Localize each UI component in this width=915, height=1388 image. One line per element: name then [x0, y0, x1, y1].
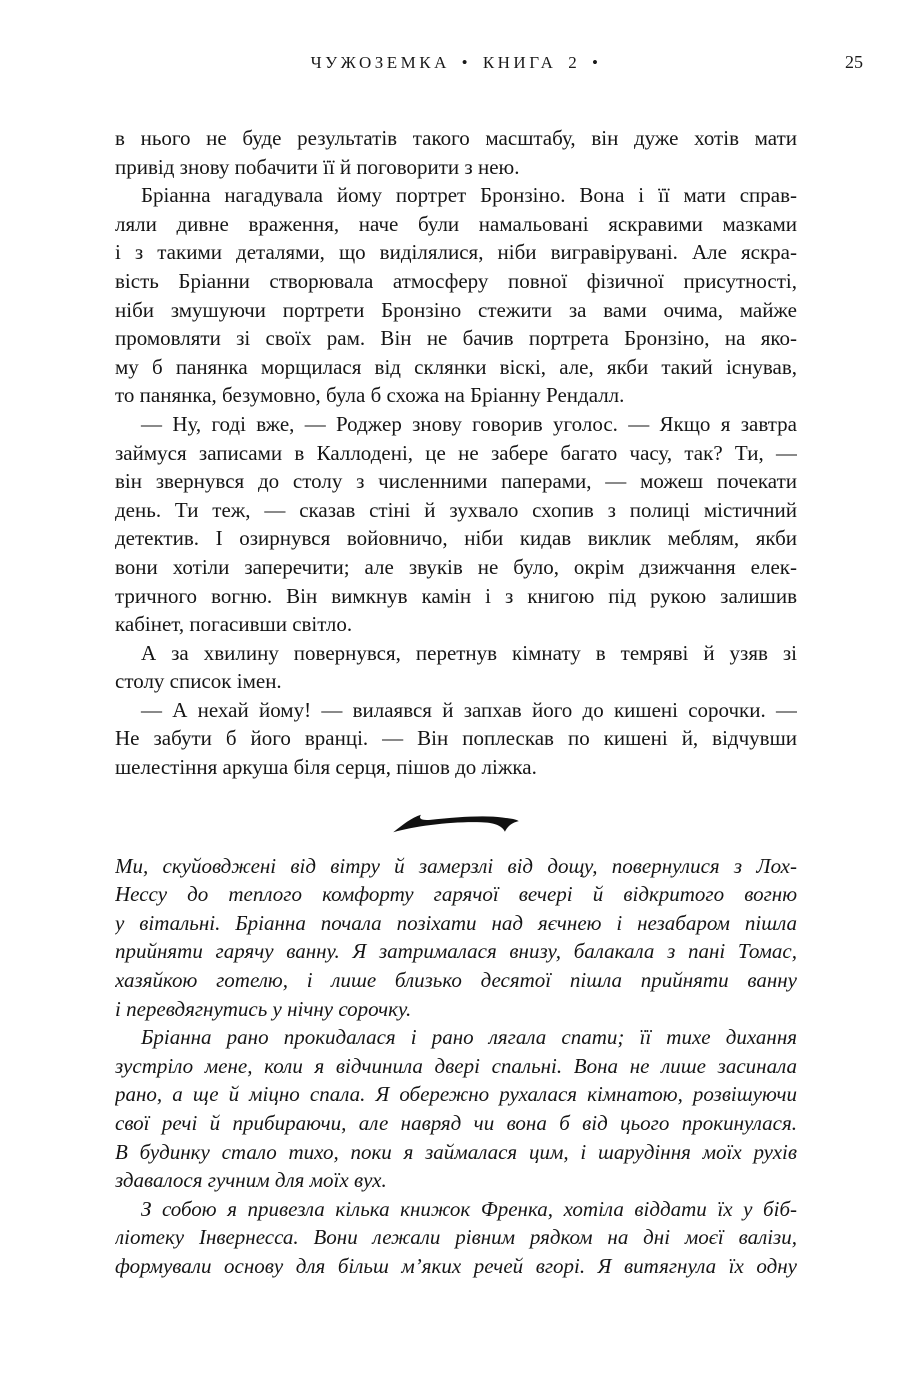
text-line: прийняти гарячу ванну. Я затрималася внизу, балакала з пані Томас,	[115, 939, 797, 964]
text-line: шелестіння аркуша біля серця, пішов до ліжка.	[115, 755, 537, 780]
text-line: здавалося гучним для моїх вух.	[115, 1168, 387, 1193]
section-break	[387, 811, 525, 835]
text-line: зустріло мене, коли я відчинила двері спальні. Вона не лише засинала	[115, 1053, 797, 1078]
text-line: столу список імен.	[115, 669, 282, 694]
text-line: ніби змушуючи портрети Бронзіно стежити за вами очима, майже	[115, 297, 797, 322]
text-line: привід знову побачити її й поговорити з нею.	[115, 154, 520, 179]
text-line: займуся записами в Каллодені, це не забере багато часу, так? Ти, —	[115, 440, 797, 465]
text-line: Бріанна рано прокидалася і рано лягала спати; її тихе дихання	[141, 1025, 797, 1050]
text-line: у вітальні. Бріанна почала позіхати над яєчнею і незабаром пішла	[115, 910, 797, 935]
text-line: ляли дивне враження, наче були намальовані яскравими мазками	[115, 211, 797, 236]
text-line: — Ну, годі вже, — Роджер знову говорив уголос. — Якщо я завтра	[141, 411, 797, 436]
text-line: — А нехай йому! — вилаявся й запхав його до кишені сорочки. —	[141, 697, 797, 722]
text-column	[115, 124, 797, 1281]
text-line: то панянка, безумовно, була б схожа на Бріанну Рендалл.	[115, 383, 625, 408]
text-line: А за хвилину повернувся, перетнув кімнату в темряві й узяв зі	[141, 640, 797, 665]
text-line: вість Бріанни створювала атмосферу повної фізичної присутності,	[115, 268, 797, 293]
flashback-section	[115, 852, 797, 1281]
text-line: він звернувся до столу з численними паперами, — можеш почекати	[115, 469, 797, 494]
text-line: кабінет, погасивши світло.	[115, 612, 353, 637]
swash-ornament-icon	[387, 811, 525, 835]
text-line: В будинку стало тихо, поки я займалася цим, і шарудіння моїх рухів	[115, 1139, 797, 1164]
text-line: рано, а ще й міцно спала. Я обережно рухалася кімнатою, розвішуючи	[115, 1082, 797, 1107]
text-line: Не забути б його вранці. — Він поплескав по кишені й, відчувши	[115, 726, 797, 751]
text-line: хазяйкою готелю, і лише близько десятої пішла прийняти ванну	[115, 968, 797, 993]
text-line: З собою я привезла кілька книжок Френка, хотіла віддати їх у біб-	[141, 1196, 797, 1221]
running-header-title: ЧУЖОЗЕМКА • КНИГА 2 •	[310, 53, 602, 72]
narrative-section	[115, 124, 797, 782]
text-line: і з такими деталями, що виділялися, ніби вигравірувані. Але яскра-	[115, 240, 797, 265]
text-line: Бріанна нагадувала йому портрет Бронзіно. Вона і її мати справ-	[141, 183, 797, 208]
text-line: формували основу для більш м’яких речей вгорі. Я витягнула їх одну	[115, 1253, 797, 1278]
text-line: і перевдягнутись у нічну сорочку.	[115, 996, 412, 1021]
text-line: Ми, скуйовджені від вітру й замерзлі від дощу, повернулися з Лох-	[115, 853, 797, 878]
text-line: промовляти зі своїх рам. Він не бачив портрета Бронзіно, на яко-	[115, 326, 797, 351]
text-line: детектив. І озирнувся войовничо, ніби кидав виклик меблям, якби	[115, 526, 797, 551]
text-line: день. Ти теж, — сказав стіні й зухвало схопив з полиці містичний	[115, 497, 797, 522]
text-line: вони хотіли заперечити; але звуків не було, окрім дзижчання елек-	[115, 554, 797, 579]
text-line: тричного вогню. Він вимкнув камін і з книгою під рукою залишив	[115, 583, 797, 608]
text-line: в нього не буде результатів такого масштабу, він дуже хотів мати	[115, 126, 797, 150]
text-line: свої речі й прибираючи, але навряд чи вона б від цього прокинулася.	[115, 1111, 797, 1135]
text-line: Нессу до теплого комфорту гарячої вечері й відкритого вогню	[115, 882, 797, 907]
text-line: ліотеку Інвернесса. Вони лежали рівним рядком на дні моєї валізи,	[115, 1225, 797, 1250]
page-number: 25	[845, 52, 863, 72]
text-line: му б панянка морщилася від склянки віскі, але, якби такий існував,	[115, 354, 797, 379]
